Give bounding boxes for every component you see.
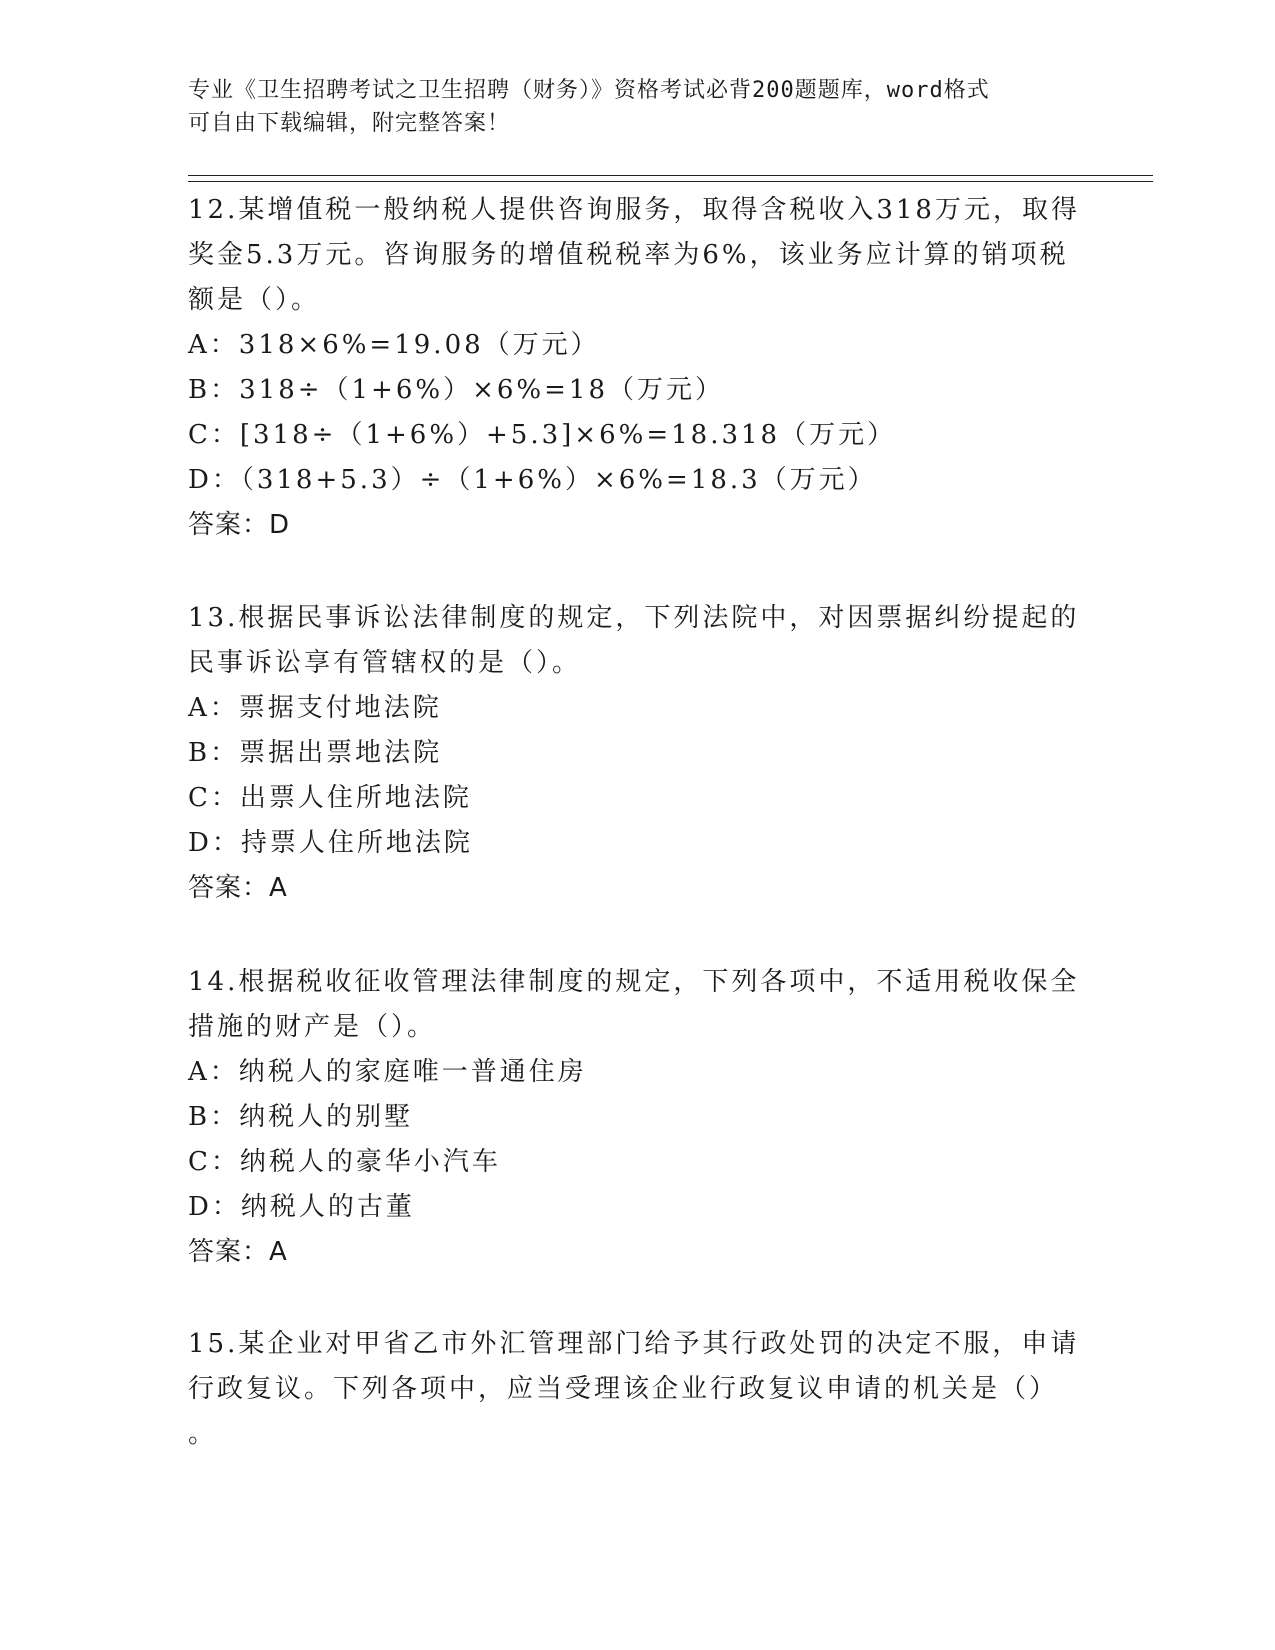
question-stem-line: 15.某企业对甲省乙市外汇管理部门给予其行政处罚的决定不服，申请 — [188, 1329, 1080, 1359]
header-rule-top — [188, 175, 1153, 176]
question-stem-line: 额是（）。 — [188, 285, 321, 315]
answer: 答案：D — [188, 510, 291, 540]
question-stem-line: 13.根据民事诉讼法律制度的规定，下列法院中，对因票据纠纷提起的 — [188, 603, 1080, 633]
question-stem-line: 14.根据税收征收管理法律制度的规定，下列各项中，不适用税收保全 — [188, 967, 1080, 997]
question-14 — [188, 960, 1088, 1275]
answer: 答案：A — [188, 873, 288, 903]
question-stem-line: 。 — [188, 1419, 218, 1449]
option-d: D：纳税人的古董 — [188, 1192, 415, 1222]
question-stem-line: 奖金5.3万元。咨询服务的增值税税率为6%，该业务应计算的销项税 — [188, 240, 1069, 270]
question-12 — [188, 188, 1088, 548]
question-15 — [188, 1322, 1088, 1457]
header-line-1: 专业《卫生招聘考试之卫生招聘（财务）》资格考试必背200题题库，word格式 — [188, 78, 990, 103]
option-c: C：[318÷（1+6%）+5.3]×6%=18.318（万元） — [188, 420, 897, 450]
option-d: D：持票人住所地法院 — [188, 828, 473, 858]
option-c: C：纳税人的豪华小汽车 — [188, 1147, 501, 1177]
question-stem-line: 行政复议。下列各项中，应当受理该企业行政复议申请的机关是（） — [188, 1374, 1059, 1404]
option-a: A：318×6%=19.08（万元） — [188, 330, 600, 360]
option-a: A：纳税人的家庭唯一普通住房 — [188, 1057, 587, 1087]
option-b: B：纳税人的别墅 — [188, 1102, 414, 1132]
answer: 答案：A — [188, 1237, 288, 1267]
question-stem-line: 措施的财产是（）。 — [188, 1012, 437, 1042]
header-rule-bottom — [188, 181, 1153, 182]
header-line-2: 可自由下载编辑，附完整答案！ — [188, 111, 511, 136]
option-b: B：票据出票地法院 — [188, 738, 443, 768]
question-13 — [188, 596, 1088, 911]
document-header — [188, 74, 1068, 140]
question-stem-line: 民事诉讼享有管辖权的是（）。 — [188, 648, 582, 678]
option-d: D：（318+5.3）÷（1+6%）×6%=18.3（万元） — [188, 465, 877, 495]
option-c: C：出票人住所地法院 — [188, 783, 472, 813]
option-a: A：票据支付地法院 — [188, 693, 442, 723]
question-stem-line: 12.某增值税一般纳税人提供咨询服务，取得含税收入318万元，取得 — [188, 195, 1080, 225]
option-b: B：318÷（1+6%）×6%=18（万元） — [188, 375, 724, 405]
